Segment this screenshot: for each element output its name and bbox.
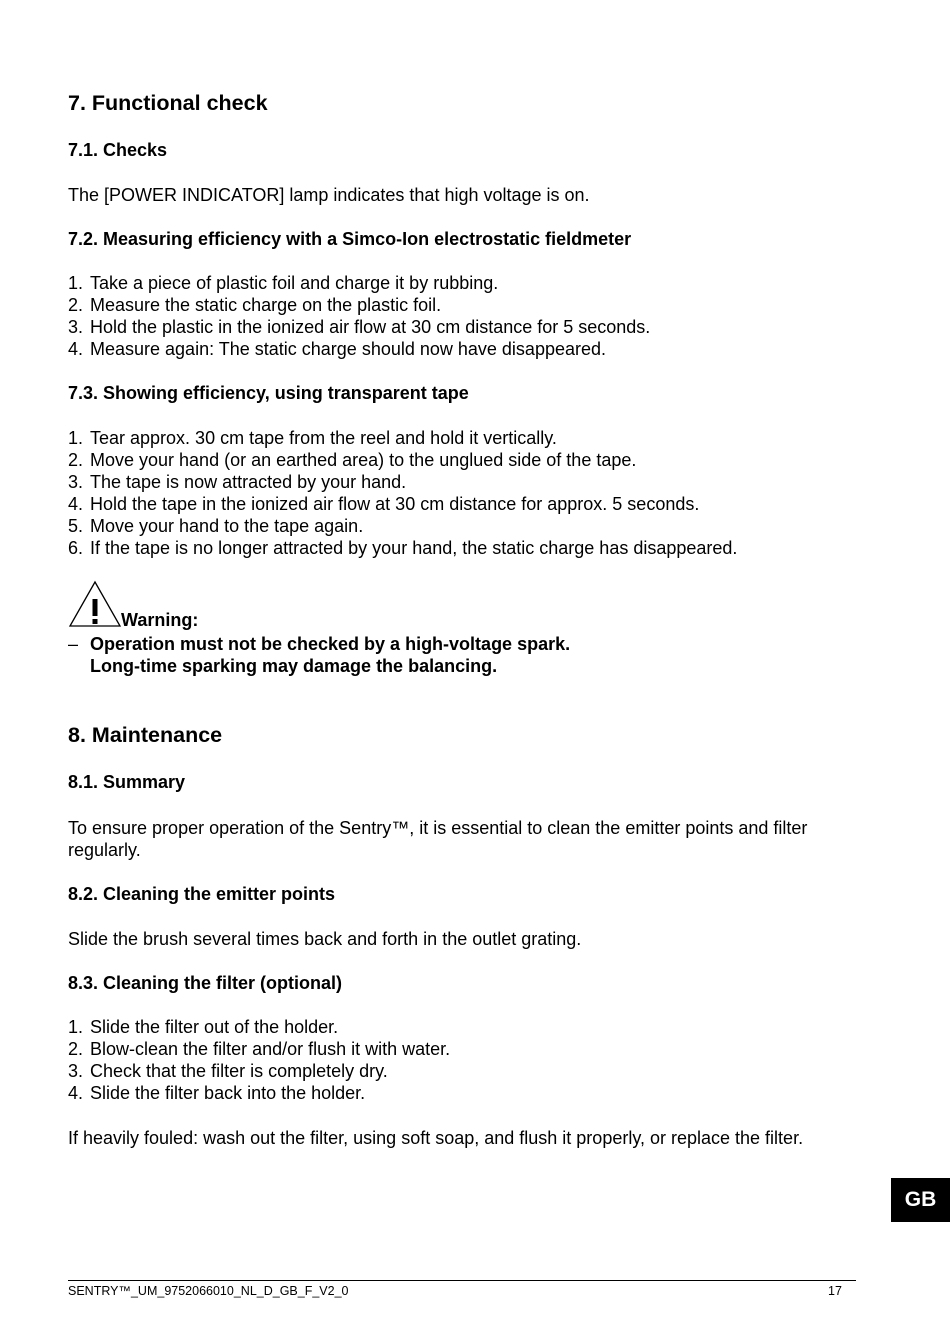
list-item: 6. If the tape is no longer attracted by your hand, the static charge has disappeared. xyxy=(68,538,738,558)
section-8-3-steps xyxy=(68,1016,450,1104)
warning-line-1: Operation must not be checked by a high-voltage spark. xyxy=(90,634,571,654)
section-8-1-title: 8.1. Summary xyxy=(68,772,186,792)
warning-title: Warning: xyxy=(121,610,199,630)
list-item: 2. Move your hand (or an earthed area) to the unglued side of the tape. xyxy=(68,450,637,470)
section-8-2-title: 8.2. Cleaning the emitter points xyxy=(68,884,336,904)
section-8-1-text: To ensure proper operation of the Sentry™, it is essential to clean the emitter points and filter regularly. xyxy=(68,818,808,860)
list-item: 4. Slide the filter back into the holder. xyxy=(68,1083,366,1103)
warning-dash: – xyxy=(68,634,79,654)
list-item: 3. The tape is now attracted by your hand. xyxy=(68,472,407,492)
section-8-3-title: 8.3. Cleaning the filter (optional) xyxy=(68,973,343,993)
warning-triangle-icon xyxy=(68,580,122,628)
list-item: 2. Blow-clean the filter and/or flush it with water. xyxy=(68,1039,451,1059)
list-item: 5. Move your hand to the tape again. xyxy=(68,516,364,536)
section-7-1-text: The [POWER INDICATOR] lamp indicates that high voltage is on. xyxy=(68,185,590,205)
section-8-title: 8. Maintenance xyxy=(68,723,223,747)
warning-text xyxy=(68,633,570,677)
list-item: 3. Hold the plastic in the ionized air flow at 30 cm distance for 5 seconds. xyxy=(68,317,651,337)
section-7-2-title: 7.2. Measuring efficiency with a Simco-Ion electrostatic fieldmeter xyxy=(68,229,632,249)
section-7-2-steps xyxy=(68,272,650,360)
list-item: 2. Measure the static charge on the plastic foil. xyxy=(68,295,442,315)
section-7-title: 7. Functional check xyxy=(68,91,268,115)
section-7-1-title: 7.1. Checks xyxy=(68,140,168,160)
list-item: 1. Tear approx. 30 cm tape from the reel and hold it vertically. xyxy=(68,428,557,448)
list-item: 3. Check that the filter is completely dry. xyxy=(68,1061,388,1081)
language-tab: GB xyxy=(891,1178,950,1222)
list-item: 1. Slide the filter out of the holder. xyxy=(68,1017,339,1037)
list-item: 4. Hold the tape in the ionized air flow at 30 cm distance for approx. 5 seconds. xyxy=(68,494,700,514)
list-item: 4. Measure again: The static charge should now have disappeared. xyxy=(68,339,606,359)
section-8-2-text: Slide the brush several times back and forth in the outlet grating. xyxy=(68,929,582,949)
warning-line-2: Long-time sparking may damage the balancing. xyxy=(90,656,498,676)
section-7-3-steps xyxy=(68,427,737,559)
footer-divider xyxy=(68,1280,856,1281)
section-7-3-title: 7.3. Showing efficiency, using transparent tape xyxy=(68,383,469,403)
section-8-3-note: If heavily fouled: wash out the filter, using soft soap, and flush it properly, or replace the filter. xyxy=(68,1128,804,1148)
list-item: 1. Take a piece of plastic foil and charge it by rubbing. xyxy=(68,273,499,293)
footer-page-number: 17 xyxy=(828,1284,842,1298)
footer-document-id: SENTRY™_UM_9752066010_NL_D_GB_F_V2_0 xyxy=(68,1284,349,1298)
